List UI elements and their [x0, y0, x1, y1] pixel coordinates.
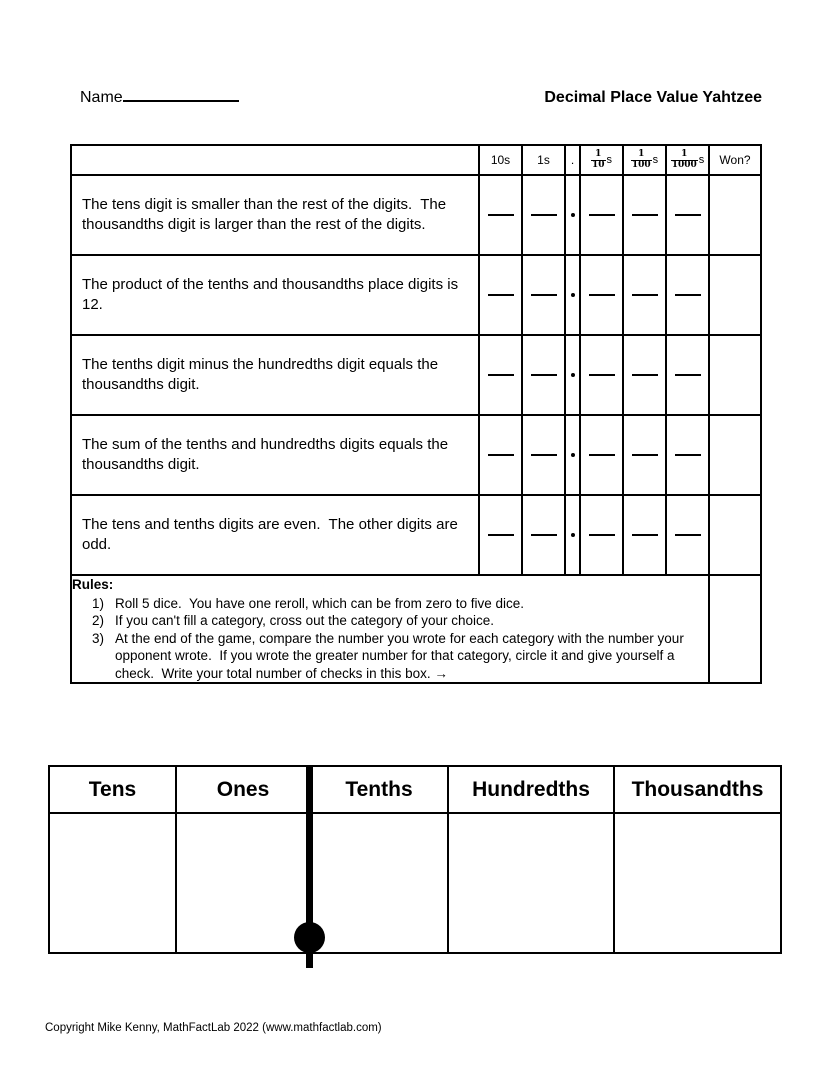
category-text: The product of the tenths and thousandths place digits is 12. [71, 255, 479, 335]
name-blank-line [123, 84, 239, 102]
tenths-write-blank [580, 495, 623, 575]
thousandths-column-header: $\frac{1}{1000}$ s [666, 145, 709, 175]
name-field [80, 84, 239, 107]
ones-write-blank [522, 175, 565, 255]
category-text: The tenths digit minus the hundredths digit equals the thousandths digit. [71, 335, 479, 415]
thousandths-write-blank [666, 495, 709, 575]
tenths-write-blank [580, 335, 623, 415]
name-label: Name [80, 89, 123, 106]
decimal-point-dot [565, 415, 580, 495]
category-text: The tens and tenths digits are even. The other digits are odd. [71, 495, 479, 575]
tens-column-header: 10s [479, 145, 522, 175]
category-text: The tens digit is smaller than the rest of the digits. The thousandths digit is larger than the rest of the digits. [71, 175, 479, 255]
page-header [80, 84, 762, 107]
tenths-write-blank [580, 175, 623, 255]
category-row [71, 415, 761, 495]
ones-write-blank [522, 495, 565, 575]
hundredths-write-blank [623, 415, 666, 495]
won-checkbox-cell [709, 415, 761, 495]
won-checkbox-cell [709, 335, 761, 415]
category-column-header [71, 145, 479, 175]
decimal-point-column-header: . [565, 145, 580, 175]
hundredths-write-blank [623, 175, 666, 255]
thousandths-write-blank [666, 255, 709, 335]
tenths-place-header: Tenths [310, 766, 448, 813]
decimal-point-marker [294, 922, 325, 953]
category-row [71, 255, 761, 335]
won-column-header: Won? [709, 145, 761, 175]
rule-item [86, 595, 708, 613]
category-text: The sum of the tenths and hundredths digits equals the thousandths digit. [71, 415, 479, 495]
thousandths-write-blank [666, 335, 709, 415]
hundredths-place-header: Hundredths [448, 766, 614, 813]
won-checkbox-cell [709, 495, 761, 575]
thousandths-place-cell [614, 813, 781, 953]
hundredths-place-cell [448, 813, 614, 953]
place-value-body-row [49, 813, 781, 953]
hundredths-write-blank [623, 255, 666, 335]
ones-place-cell [176, 813, 310, 953]
category-row [71, 335, 761, 415]
tenths-write-blank [580, 255, 623, 335]
page-title: Decimal Place Value Yahtzee [544, 89, 762, 106]
won-checkbox-cell [709, 175, 761, 255]
category-row [71, 495, 761, 575]
ones-write-blank [522, 415, 565, 495]
hundredths-write-blank [623, 495, 666, 575]
hundredths-column-header: $\frac{1}{100}$ s [623, 145, 666, 175]
rule-item [86, 630, 708, 683]
tens-place-header: Tens [49, 766, 176, 813]
category-row [71, 175, 761, 255]
rules-heading: Rules: [72, 577, 114, 592]
decimal-point-dot [565, 255, 580, 335]
place-value-table [48, 765, 782, 954]
copyright-text: Copyright Mike Kenny, MathFactLab 2022 (www.mathfactlab.com) [45, 1022, 382, 1034]
decimal-point-dot [565, 175, 580, 255]
rule-item [86, 612, 708, 630]
rules-row [71, 575, 761, 683]
rule-number: 3) [91, 630, 104, 646]
score-table [70, 144, 762, 684]
ones-column-header: 1s [522, 145, 565, 175]
tens-write-blank [479, 335, 522, 415]
tenths-place-cell [310, 813, 448, 953]
place-value-header-row [49, 766, 781, 813]
decimal-point-dot [565, 335, 580, 415]
tenths-column-header: $\frac{1}{10}$ s [580, 145, 623, 175]
rule-number: 2) [91, 613, 104, 629]
won-checkbox-cell [709, 255, 761, 335]
score-header-row [71, 145, 761, 175]
ones-place-header: Ones [176, 766, 310, 813]
tenths-write-blank [580, 415, 623, 495]
tens-write-blank [479, 175, 522, 255]
thousandths-place-header: Thousandths [614, 766, 781, 813]
total-checks-box [709, 575, 761, 683]
hundredths-write-blank [623, 335, 666, 415]
tens-write-blank [479, 495, 522, 575]
rule-text: Roll 5 dice. You have one reroll, which can be from zero to five dice. [115, 595, 524, 611]
tens-write-blank [479, 255, 522, 335]
thousandths-write-blank [666, 415, 709, 495]
ones-write-blank [522, 255, 565, 335]
tens-write-blank [479, 415, 522, 495]
tens-place-cell [49, 813, 176, 953]
thousandths-write-blank [666, 175, 709, 255]
rule-text: If you can't fill a category, cross out the category of your choice. [115, 613, 495, 629]
decimal-point-dot [565, 495, 580, 575]
rule-text: At the end of the game, compare the number you wrote for each category with the number your opponent wrote. If you wrote the greater number for that category, circle it and give yourself a check. Write your total number of checks in this box. → [115, 630, 688, 681]
rule-number: 1) [91, 595, 104, 611]
rules-section [71, 575, 709, 683]
ones-write-blank [522, 335, 565, 415]
